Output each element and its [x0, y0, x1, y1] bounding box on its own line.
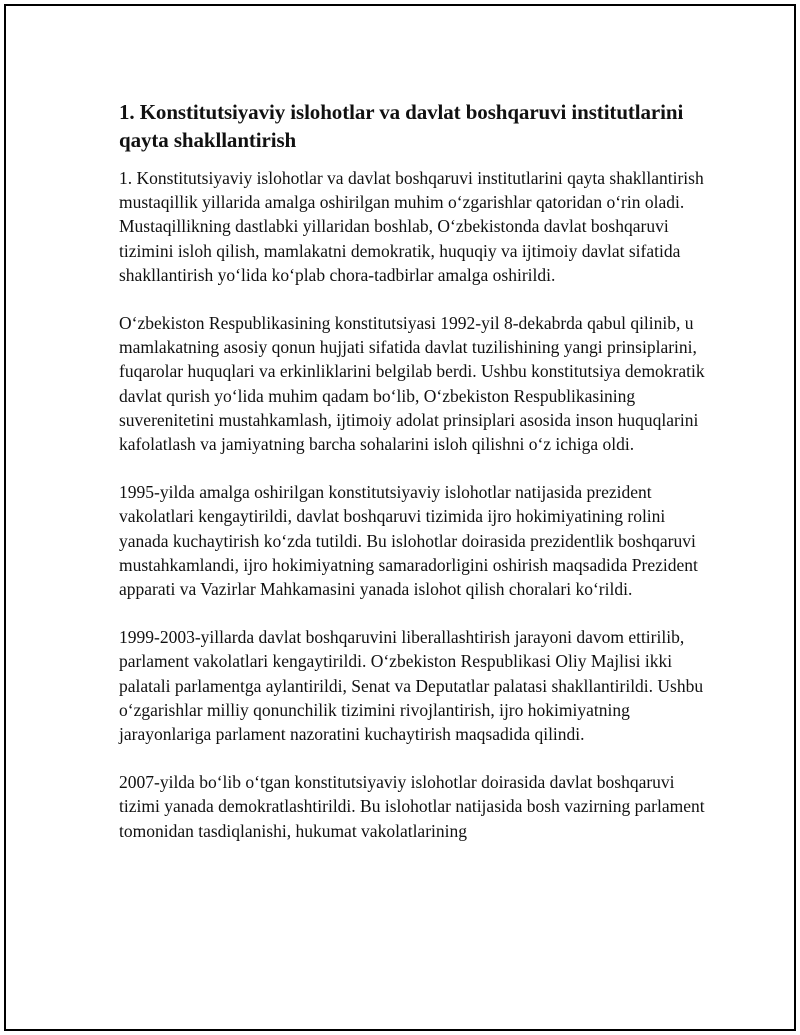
paragraph: O‘zbekiston Respublikasining konstitutsiyasi 1992-yil 8-dekabrda qabul qilinib, u mamlakatning asosiy qonun hujjati sifatida davlat tuzilishining yangi prinsiplarini, fuqarolar huquqlari va erkinliklarini belgilab berdi. Ushbu konstitutsiya demokratik davlat qurish yo‘lida muhim qadam bo‘lib, O‘zbekiston Respublikasining suverenitetini mustahkamlash, ijtimoiy adolat prinsiplari asosida inson huquqlarini kafolatlash va jamiyatning barcha sohalarini isloh qilishni o‘z ichiga oldi.: [119, 313, 705, 455]
paragraph: 1. Konstitutsiyaviy islohotlar va davlat boshqaruvi institutlarini qayta shakllantirish mustaqillik yillarida amalga oshirilgan muhim o‘zgarishlar qatoridan o‘rin oladi. Mustaqillikning dastlabki yillaridan boshlab, O‘zbekistonda davlat boshqaruvi tizimini isloh qilish, mamlakatni demokratik, huquqiy va ijtimoiy davlat sifatida shakllantirish yo‘lida ko‘plab chora-tadbirlar amalga oshirildi.: [119, 168, 704, 285]
paragraph: 2007-yilda bo‘lib o‘tgan konstitutsiyaviy islohotlar doirasida davlat boshqaruvi tizimi yanada demokratlashtirildi. Bu islohotlar natijasida bosh vazirning parlament tomonidan tasdiqlanishi, hukumat vakolatlarining: [119, 772, 705, 841]
document-heading: 1. Konstitutsiyaviy islohotlar va davlat boshqaruvi institutlarini qayta shakllantirish: [119, 100, 684, 152]
paragraph: 1995-yilda amalga oshirilgan konstitutsiyaviy islohotlar natijasida prezident vakolatlari kengaytirildi, davlat boshqaruvi tizimida ijro hokimiyatining rolini yanada kuchaytirish ko‘zda tutildi. Bu islohotlar doirasida prezidentlik boshqaruvi mustahkamlandi, ijro hokimiyatning samaradorligini oshirish maqsadida Prezident apparati va Vazirlar Mahkamasini yanada islohot qilish choralari ko‘rildi.: [119, 482, 698, 600]
paragraph-list: [119, 166, 709, 843]
document-body: [119, 98, 709, 867]
page-frame: [4, 4, 796, 1031]
paragraph: 1999-2003-yillarda davlat boshqaruvini liberallashtirish jarayoni davom ettirilib, parlament vakolatlari kengaytirildi. O‘zbekiston Respublikasi Oliy Majlisi ikki palatali parlamentga aylantirildi, Senat va Deputatlar palatasi shakllantirildi. Ushbu o‘zgarishlar milliy qonunchilik tizimini rivojlantirish, ijro hokimiyatning jarayonlariga parlament nazoratini kuchaytirish maqsadida qilindi.: [119, 627, 704, 745]
